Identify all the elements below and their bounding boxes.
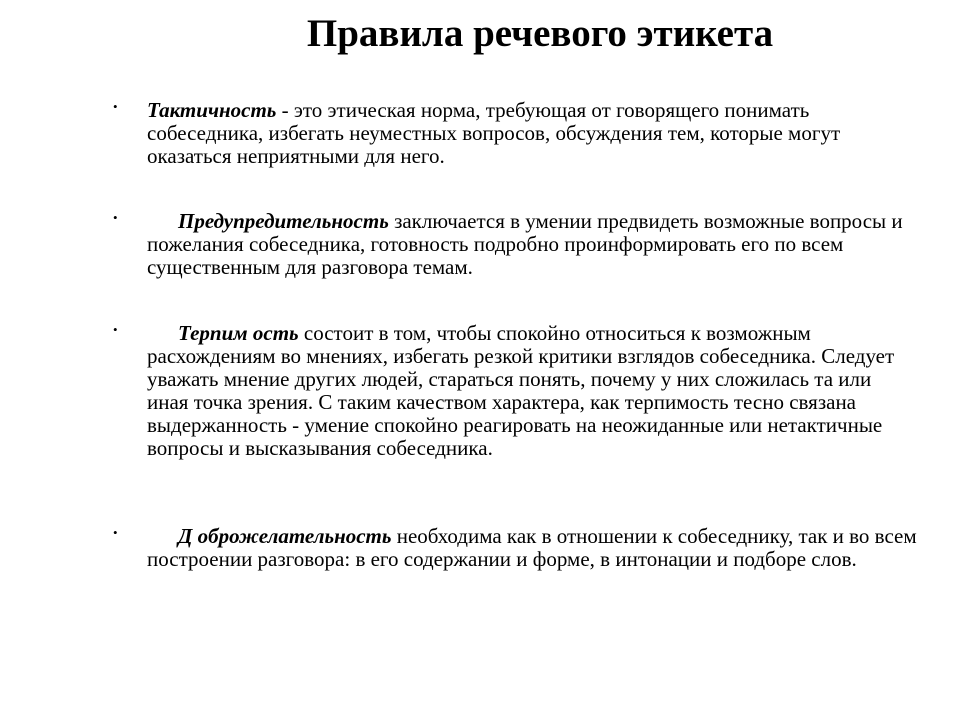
bullet-icon: • <box>113 525 118 540</box>
item-term: Предупредительность <box>178 209 389 233</box>
item-text: - это этическая норма, требующая от говорящего понимать собеседника, избегать неуместных вопросов, обсуждения тем, которые могут оказаться неприятными для него. <box>147 98 841 168</box>
item-text: состоит в том, чтобы спокойно относиться к возможным расхождениям во мнениях, избегать резкой критики взглядов собеседника. Следует уважать мнение других людей, стараться понять, почему у них сложилась та или иная точка зрения. С таким качеством характера, как терпимость тесно связана выдержанность - умение спокойно реагировать на неожиданные или нетактичные вопросы и высказывания собеседника. <box>147 321 895 460</box>
list-item-tactfulness <box>113 98 917 168</box>
item-term: Терпим ость <box>178 321 299 345</box>
list-item-benevolence <box>113 524 917 571</box>
item-text: заключается в умении предвидеть возможные вопросы и пожелания собеседника, готовность подробно проинформировать его по всем существенным для разговора темам. <box>147 209 903 279</box>
list-item-tolerance <box>113 321 917 460</box>
bullet-icon: • <box>113 99 118 114</box>
list-item-courtesy <box>113 209 917 279</box>
item-term: Тактичность <box>147 98 277 122</box>
bullet-icon: • <box>113 210 118 225</box>
item-text: необходима как в отношении к собеседнику, так и во всем построении разговора: в его содержании и форме, в интонации и подборе слов. <box>147 524 917 571</box>
item-term: Д оброжелательность <box>178 524 392 548</box>
bullet-icon: • <box>113 322 118 337</box>
slide-title: Правила речевого этикета <box>306 12 774 55</box>
